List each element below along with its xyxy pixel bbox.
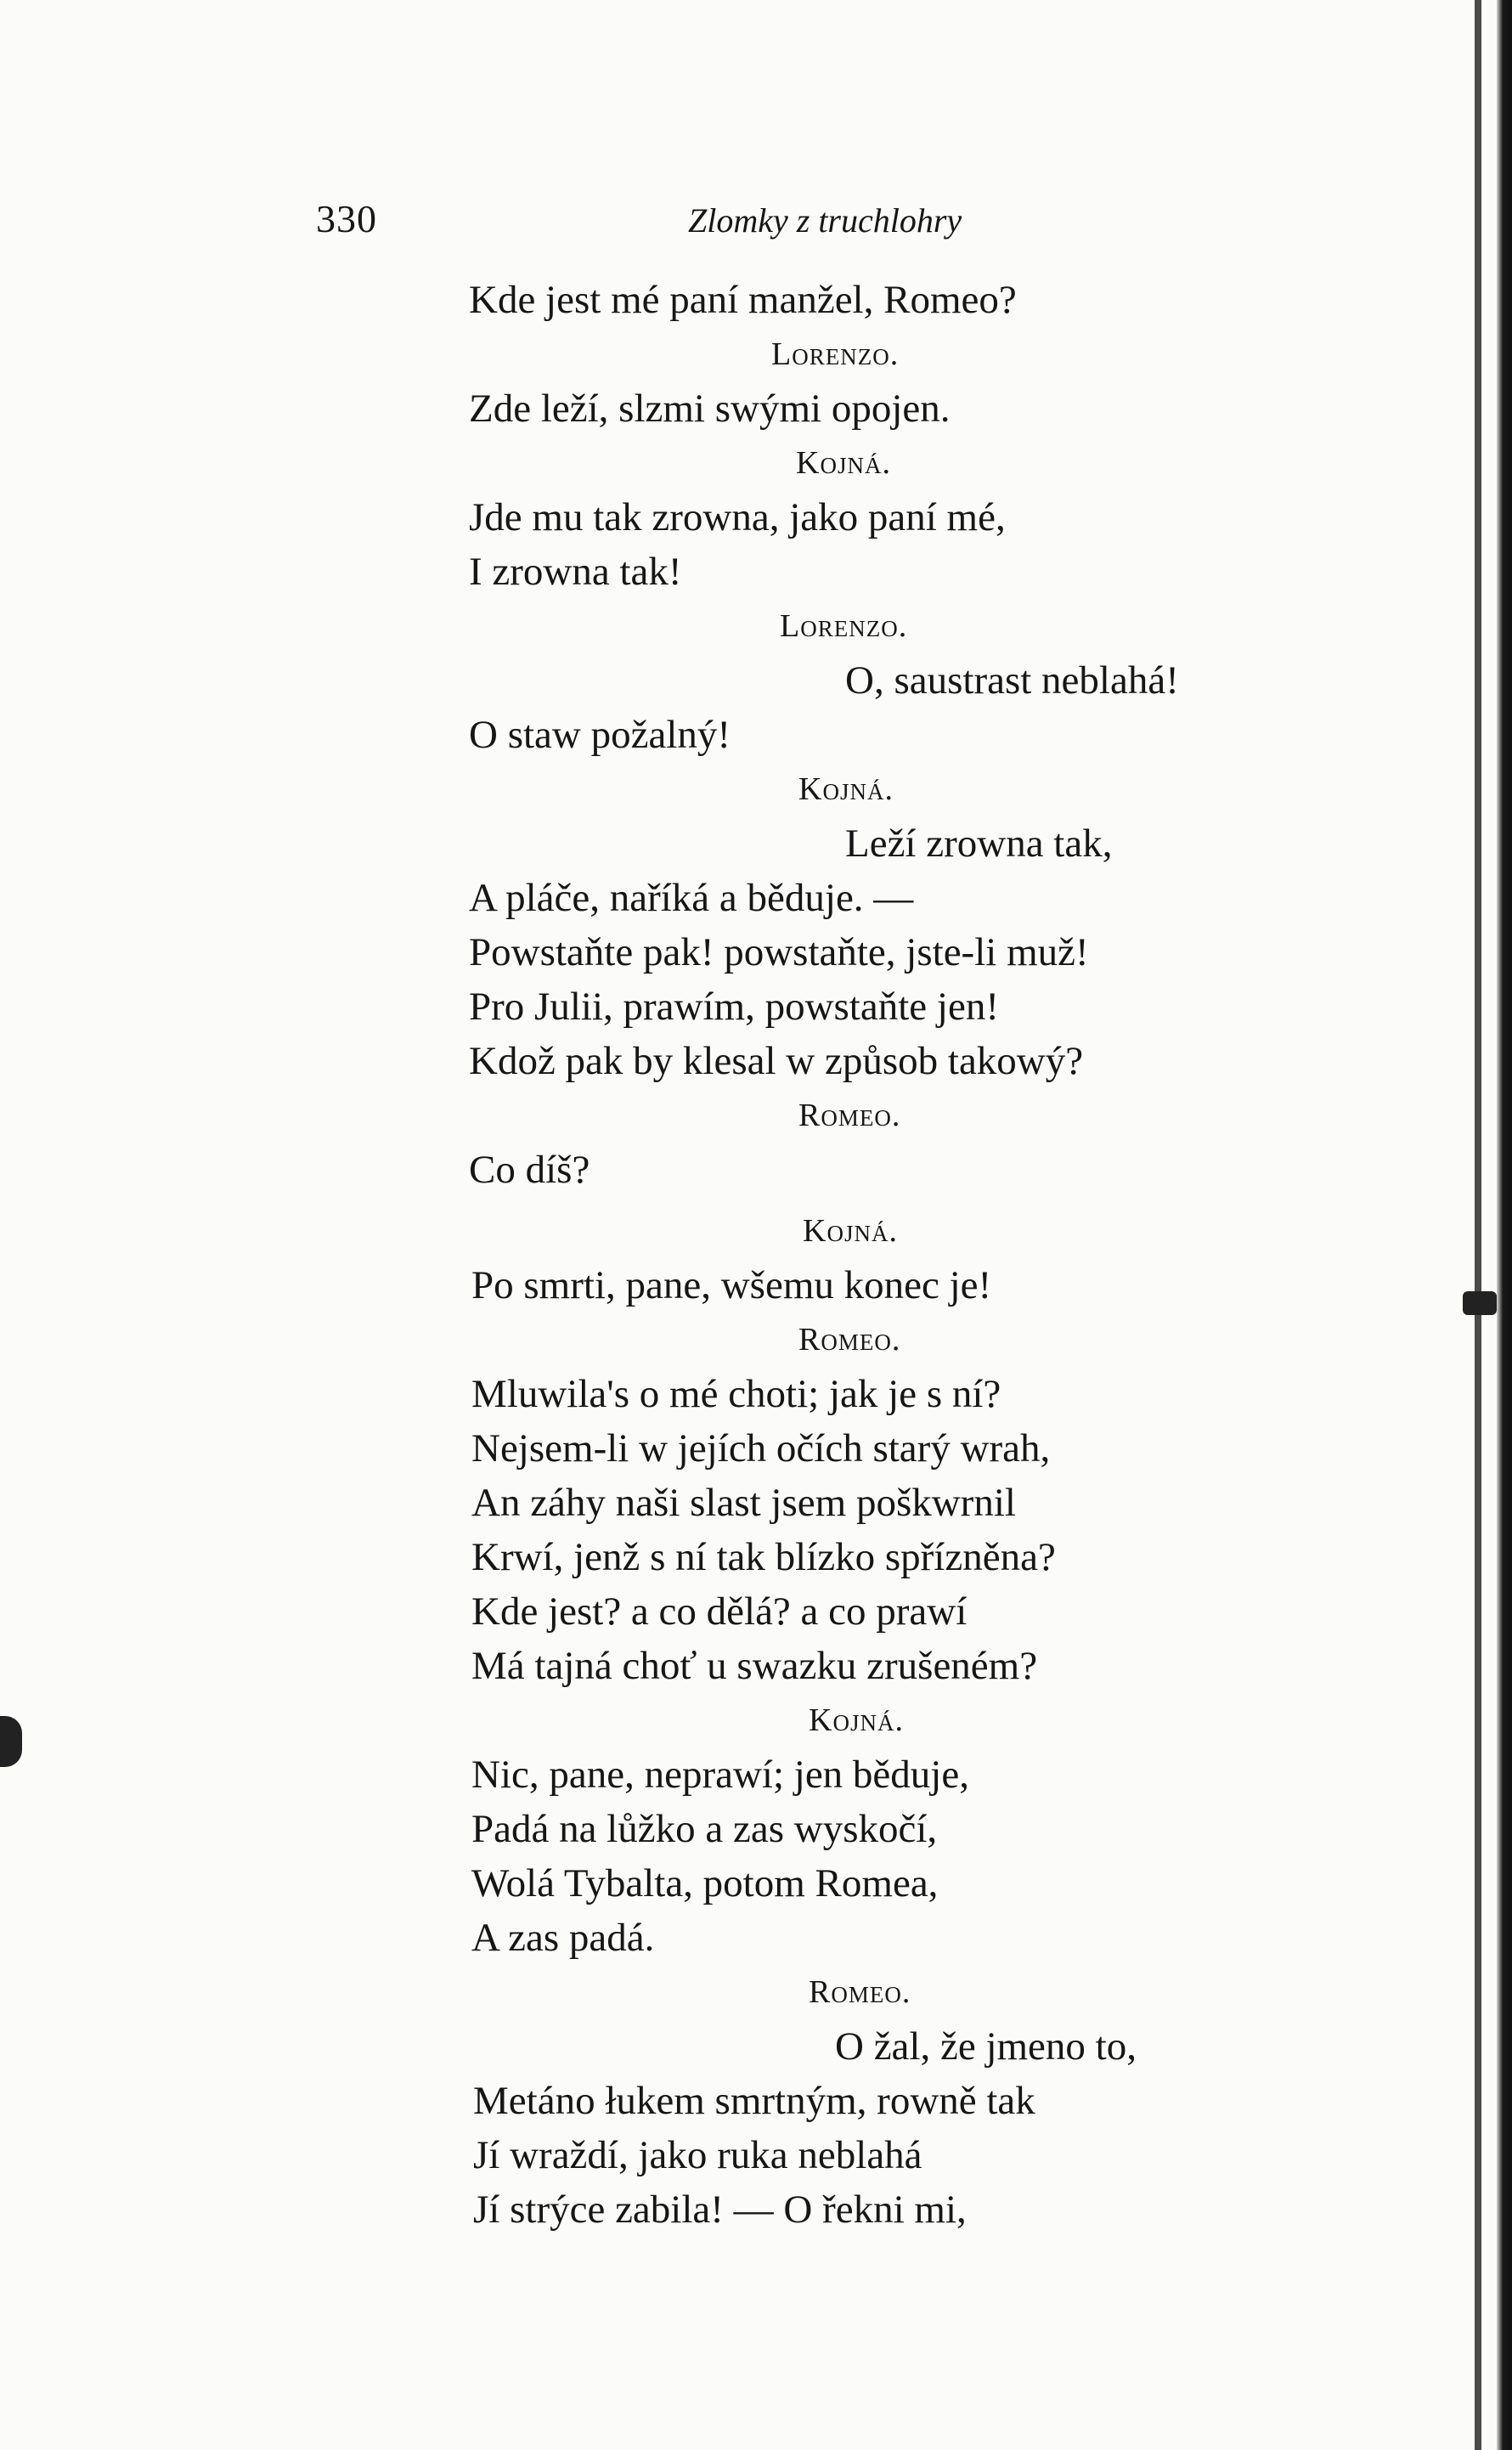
verse-line: Po smrti, pane, wšemu konec je! — [471, 1263, 992, 1307]
verse-line: O staw požalný! — [469, 713, 731, 757]
verse-line: Metáno łukem smrtným, rowně tak — [473, 2079, 1035, 2123]
verse-line: Krwí, jenž s ní tak blízko spřízněna? — [471, 1535, 1056, 1579]
speaker-name: Romeo. — [798, 1098, 901, 1133]
verse-line: Jí wraždí, jako ruka neblahá — [473, 2133, 922, 2177]
page-header — [0, 194, 1512, 245]
verse-line: Jde mu tak zrowna, jako paní mé, — [469, 495, 1006, 539]
verse-line: O, saustrast neblahá! — [845, 658, 1179, 703]
verse-line: Nic, pane, neprawí; jen běduje, — [471, 1753, 969, 1797]
verse-line: Zde leží, slzmi swými opojen. — [469, 387, 951, 431]
verse-line: Kde jest mé paní manžel, Romeo? — [469, 278, 1017, 322]
verse-line: I zrowna tak! — [469, 550, 682, 594]
speaker-name: Lorenzo. — [780, 608, 908, 644]
speaker-name: Romeo. — [798, 1322, 901, 1358]
verse-line: An záhy naši slast jsem poškwrnil — [471, 1481, 1016, 1525]
verse-line: Padá na lůžko a zas wyskočí, — [471, 1807, 938, 1851]
scan-blot — [0, 1716, 22, 1767]
verse-line: A zas padá. — [471, 1916, 655, 1960]
verse-line: O žal, že jmeno to, — [835, 2024, 1137, 2069]
verse-line: Nejsem-li w jejích očích starý wrah, — [471, 1426, 1051, 1471]
verse-line: A pláče, naříká a běduje. — — [469, 876, 914, 920]
speaker-name: Lorenzo. — [771, 336, 900, 372]
speaker-name: Kojná. — [809, 1702, 904, 1738]
speaker-name: Kojná. — [796, 445, 891, 481]
verse-line: Kdož pak by klesal w způsob takowý? — [469, 1039, 1084, 1083]
verse-line: Powstaňte pak! powstaňte, jste-li muž! — [469, 930, 1089, 974]
verse-line: Kde jest? a co dělá? a co prawí — [471, 1589, 968, 1634]
verse-line: Pro Julii, prawím, powstaňte jen! — [469, 985, 999, 1029]
page-number: 330 — [316, 197, 377, 240]
verse-line: Má tajná choť u swazku zrušeném? — [471, 1644, 1038, 1688]
verse-line: Leží zrowna tak, — [845, 821, 1113, 866]
speaker-name: Romeo. — [809, 1974, 911, 2010]
speaker-name: Kojná. — [803, 1213, 898, 1249]
verse-line: Wolá Tybalta, potom Romea, — [471, 1861, 939, 1905]
page-edge-right — [1497, 0, 1512, 2450]
verse-line: Jí strýce zabila! — O řekni mi, — [473, 2188, 967, 2232]
speaker-name: Kojná. — [798, 771, 894, 807]
binding-notch — [1463, 1291, 1497, 1315]
verse-line: Co díš? — [469, 1148, 590, 1192]
running-head: Zlomky z truchlohry — [688, 201, 962, 240]
binding-line — [1475, 0, 1481, 2450]
verse-line: Mluwila's o mé choti; jak je s ní? — [471, 1372, 1001, 1416]
